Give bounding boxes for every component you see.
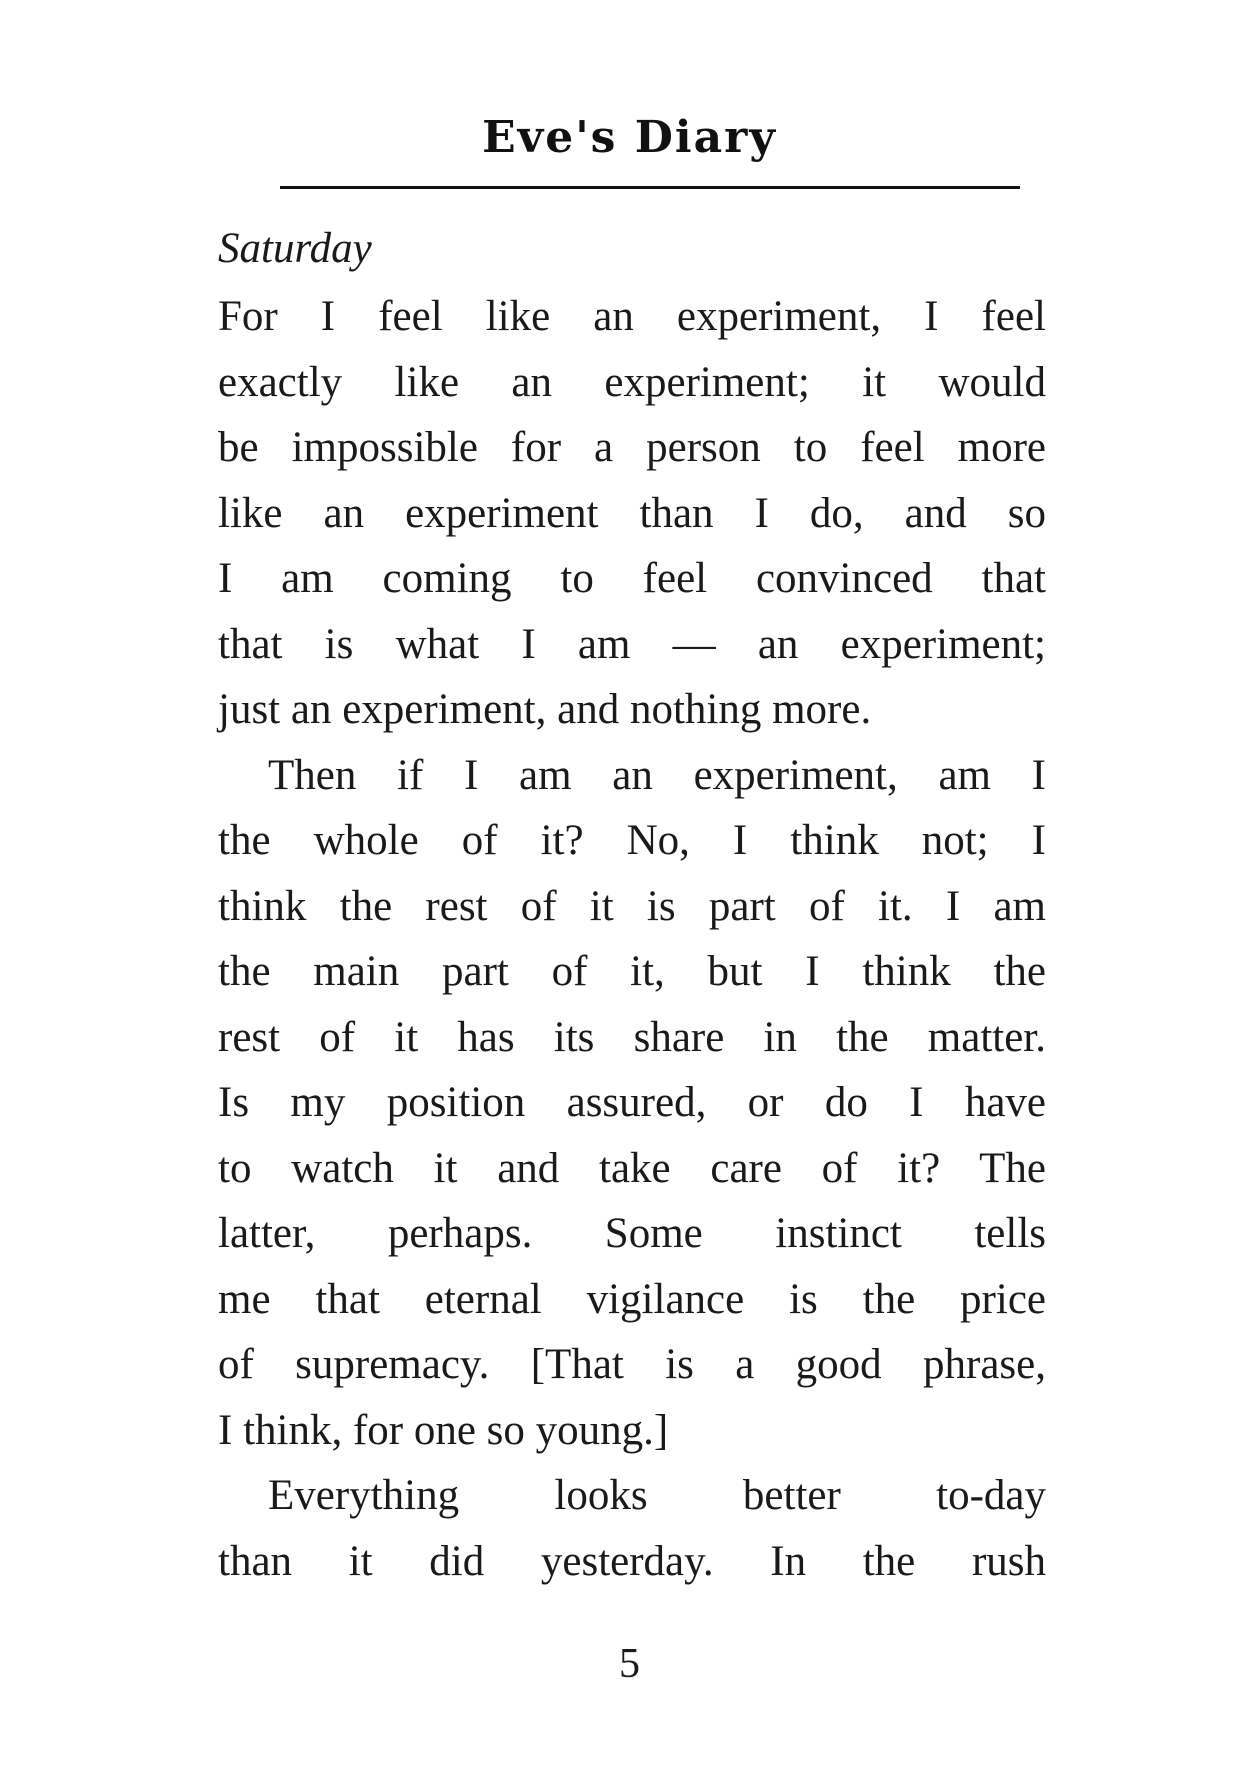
text-line: latter, perhaps. Some instinct tells <box>218 1210 1046 1257</box>
text-line: just an experiment, and nothing more. <box>218 686 872 733</box>
text-line: I think, for one so young.] <box>218 1406 669 1454</box>
diary-entry <box>218 220 1046 1594</box>
text-line: of supremacy. [That is a good phrase, <box>218 1341 1046 1388</box>
day-heading: Saturday <box>218 225 372 272</box>
text-line: like an experiment than I do, and so <box>218 489 1046 537</box>
text-line: to watch it and take care of it? The <box>218 1144 1046 1192</box>
text-line: be impossible for a person to feel more <box>218 424 1046 471</box>
text-line: the whole of it? No, I think not; I <box>218 817 1046 864</box>
text-line: that is what I am — an experiment; <box>218 620 1046 668</box>
text-line: exactly like an experiment; it would <box>218 358 1046 406</box>
text-line: me that eternal vigilance is the price <box>218 1275 1046 1323</box>
header-rule <box>280 186 1020 189</box>
text-line: the main part of it, but I think the <box>218 948 1046 995</box>
text-line: think the rest of it is part of it. I am <box>218 882 1046 930</box>
text-line: than it did yesterday. In the rush <box>218 1537 1046 1585</box>
text-line: Is my position assured, or do I have <box>218 1079 1046 1126</box>
text-line: For I feel like an experiment, I feel <box>218 293 1046 340</box>
paragraph-3 <box>218 1463 1046 1594</box>
text-line: Then if I am an experiment, am I <box>268 751 1046 799</box>
text-line: I am coming to feel convinced that <box>218 555 1046 602</box>
text-line: Everything looks better to-day <box>268 1472 1046 1519</box>
paragraph-1 <box>218 284 1046 743</box>
page-number: 5 <box>619 1641 640 1687</box>
running-title: Eve's Diary <box>482 112 777 163</box>
paragraph-2 <box>218 743 1046 1464</box>
text-line: rest of it has its share in the matter. <box>218 1013 1046 1061</box>
